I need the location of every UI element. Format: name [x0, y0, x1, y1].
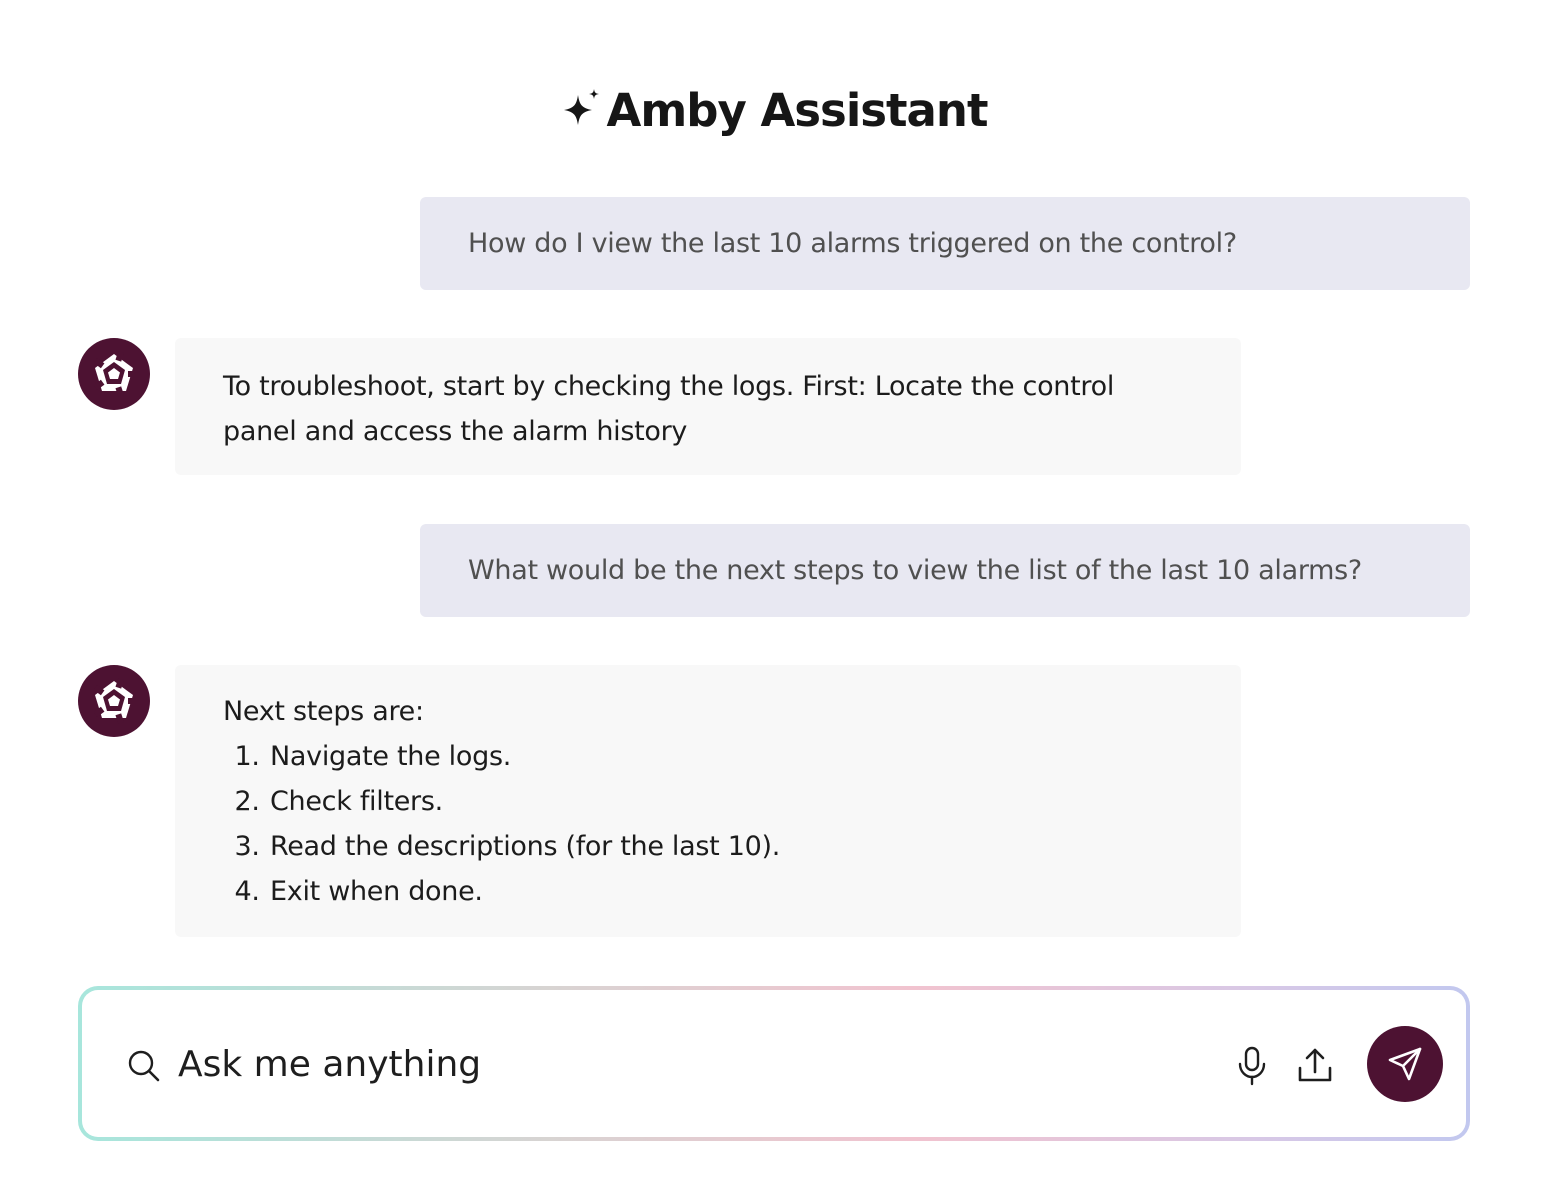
- list-item: 2. Check filters.: [268, 779, 1193, 824]
- composer-inner: [82, 990, 1466, 1137]
- page-title: Amby Assistant: [606, 83, 988, 137]
- send-icon: [1387, 1046, 1423, 1082]
- microphone-icon[interactable]: [1235, 1046, 1269, 1086]
- steps-list: [223, 734, 1193, 914]
- list-item: 1. Navigate the logs.: [268, 734, 1193, 779]
- pentagon-logo-icon: [91, 351, 137, 397]
- assistant-message: [175, 338, 1241, 475]
- assistant-avatar: [78, 338, 150, 410]
- user-message-text: What would be the next steps to view the list of the last 10 alarms?: [468, 555, 1362, 586]
- pentagon-logo-icon: [91, 678, 137, 724]
- composer: [78, 986, 1470, 1141]
- app-header: [0, 78, 1548, 142]
- ask-input[interactable]: [178, 1034, 1178, 1094]
- assistant-message: [175, 665, 1241, 937]
- user-message: [420, 524, 1470, 617]
- search-icon: [126, 1048, 162, 1084]
- sparkle-icon: [561, 87, 603, 133]
- user-message: [420, 197, 1470, 290]
- assistant-avatar: [78, 665, 150, 737]
- upload-icon[interactable]: [1296, 1046, 1334, 1084]
- list-item: 3. Read the descriptions (for the last 10).: [268, 824, 1193, 869]
- steps-intro: Next steps are:: [223, 696, 424, 727]
- user-message-text: How do I view the last 10 alarms triggered on the control?: [468, 228, 1237, 259]
- list-item: 4. Exit when done.: [268, 869, 1193, 914]
- send-button[interactable]: [1367, 1026, 1443, 1102]
- assistant-message-text: To troubleshoot, start by checking the logs. First: Locate the control panel and access the alarm history: [223, 371, 1115, 447]
